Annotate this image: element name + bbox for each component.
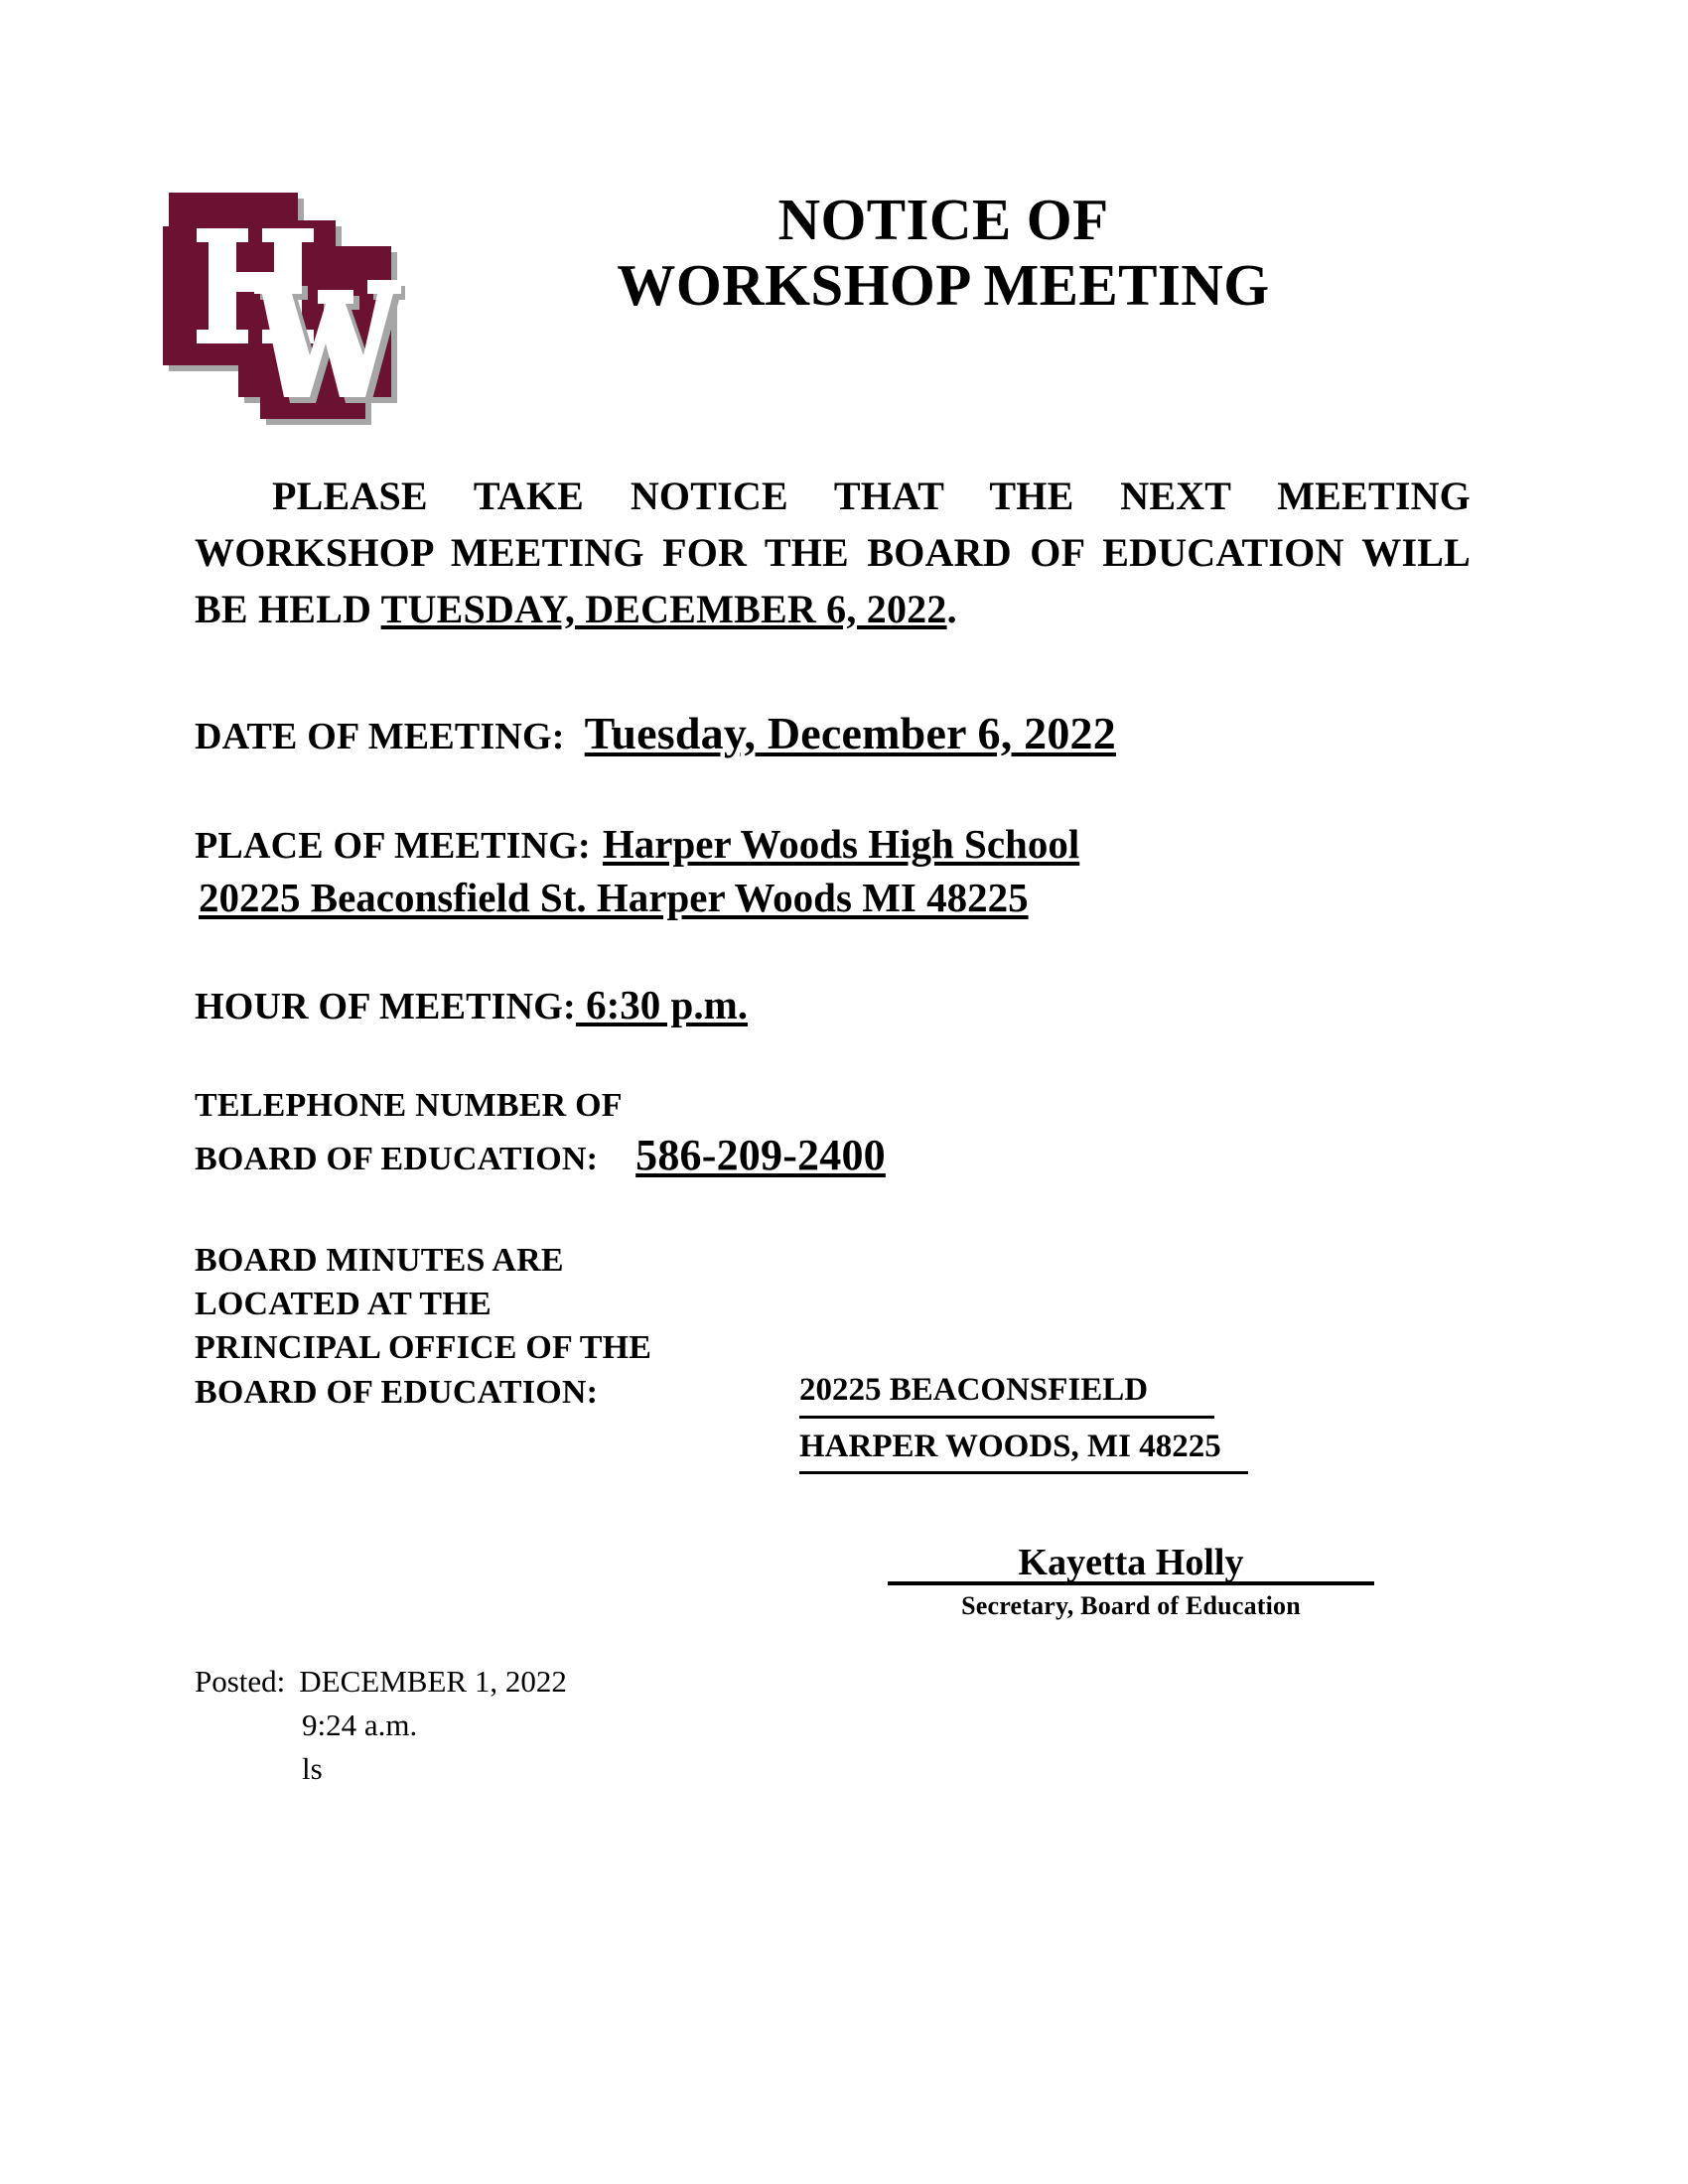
minutes-address-line-1: 20225 BEACONSFIELD — [799, 1368, 1214, 1419]
notice-text-before-date: PLEASE TAKE NOTICE THAT THE NEXT MEETING WORKSHOP MEETING FOR THE BOARD OF EDUCATION WILL BE HELD — [195, 474, 1471, 631]
minutes-label-line-1: BOARD MINUTES ARE — [195, 1242, 564, 1279]
signature-block — [888, 1538, 1374, 1621]
field-place-of-meeting — [195, 820, 1079, 868]
field-date-of-meeting — [195, 707, 1116, 759]
title-line-2: WORKSHOP MEETING — [617, 252, 1270, 319]
field-date-label: DATE OF MEETING: — [195, 716, 565, 757]
notice-meeting-date: TUESDAY, DECEMBER 6, 2022 — [380, 586, 947, 631]
posted-date: DECEMBER 1, 2022 — [299, 1664, 567, 1699]
minutes-label-line-2: LOCATED AT THE — [195, 1286, 492, 1323]
field-place-label: PLACE OF MEETING: — [195, 825, 591, 867]
minutes-label-line-3: PRINCIPAL OFFICE OF THE — [195, 1329, 652, 1367]
posted-block — [195, 1660, 567, 1791]
field-place-value: Harper Woods High School — [602, 821, 1080, 867]
posted-time-row — [195, 1704, 567, 1747]
signature-title: Secretary, Board of Education — [961, 1591, 1301, 1620]
minutes-address-line-2: HARPER WOODS, MI 48225 — [799, 1425, 1248, 1475]
field-hour-of-meeting — [195, 981, 748, 1028]
posted-initials: ls — [302, 1751, 323, 1787]
field-hour-label: HOUR OF MEETING: — [195, 986, 576, 1027]
field-hour-value: 6:30 p.m. — [575, 982, 749, 1027]
telephone-block — [195, 1084, 886, 1183]
notice-text-after-date: . — [946, 586, 957, 631]
posted-date-row — [195, 1660, 567, 1704]
board-minutes-label-block — [195, 1239, 651, 1415]
page-title — [417, 187, 1470, 318]
harper-woods-hw-logo — [157, 191, 405, 429]
posted-initials-row — [195, 1747, 567, 1791]
field-date-value: Tuesday, December 6, 2022 — [584, 708, 1116, 758]
telephone-row — [195, 1128, 886, 1183]
title-line-1: NOTICE OF — [777, 187, 1109, 252]
field-place-value-line2: 20225 Beaconsfield St. Harper Woods MI 48225 — [199, 875, 1029, 920]
telephone-label-line1: TELEPHONE NUMBER OF — [195, 1087, 623, 1124]
telephone-number: 586-209-2400 — [635, 1130, 886, 1179]
notice-paragraph — [195, 469, 1471, 637]
posted-time: 9:24 a.m. — [302, 1707, 418, 1743]
signature-name: Kayetta Holly — [888, 1544, 1374, 1585]
board-minutes-address — [799, 1368, 1248, 1480]
posted-label: Posted: — [195, 1664, 286, 1699]
minutes-label-line-4: BOARD OF EDUCATION: — [195, 1373, 599, 1411]
telephone-label-line2: BOARD OF EDUCATION: — [195, 1140, 599, 1177]
